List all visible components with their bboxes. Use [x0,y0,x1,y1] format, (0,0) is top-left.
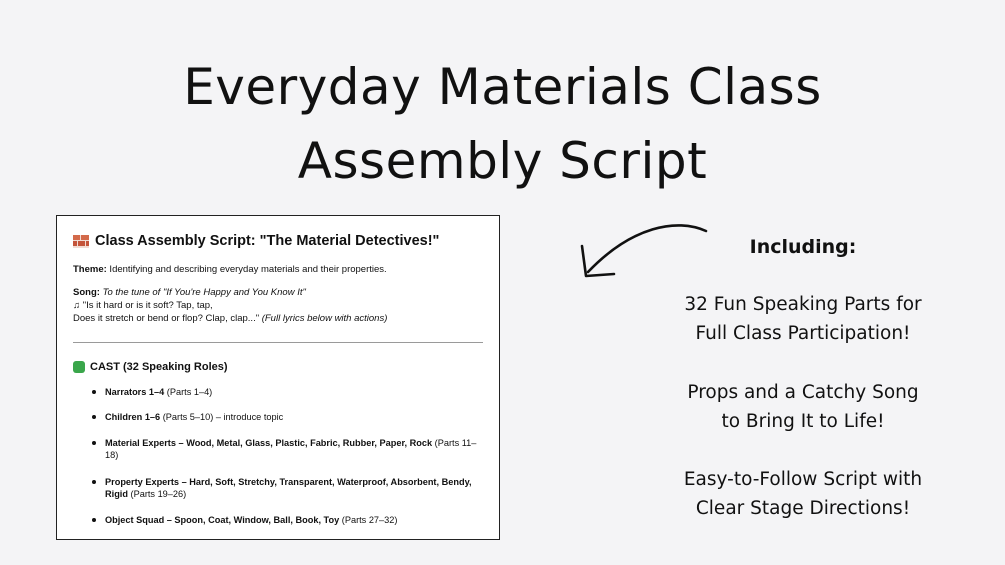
song-lyric-1: ♫ "Is it hard or is it soft? Tap, tap, [73,300,213,311]
document-heading [73,233,439,249]
feature-speaking-parts [660,290,946,348]
divider [73,342,483,343]
song-label: Song: [73,287,100,298]
puzzle-icon [73,361,85,373]
theme-text: Identifying and describing everyday materials and their properties. [106,264,387,275]
cast-item [105,386,485,398]
cast-heading-text: CAST (32 Speaking Roles) [90,361,228,373]
cast-item-name: Property Experts – Hard, Soft, Stretchy, Transparent, Waterproof, Absorbent, Bendy, Rigid [105,477,472,499]
document-heading-text: Class Assembly Script: "The Material Detectives!" [95,233,440,249]
song-tune: To the tune of "If You're Happy and You Know It" [102,287,306,298]
cast-item-parts: (Parts 11–18) [105,438,477,460]
theme-line [73,263,387,276]
cast-item [105,514,485,526]
feature-line: to Bring It to Life! [721,411,885,432]
song-line [73,286,306,299]
cast-item [105,437,485,461]
cast-item [105,476,485,500]
feature-line: Easy-to-Follow Script with [683,469,923,490]
cast-item-parts: (Parts 1–4) [164,387,213,397]
cast-item-parts: (Parts 27–32) [339,515,398,525]
including-heading: Including: [749,236,857,258]
feature-props-song [660,378,946,436]
title-line-2: Assembly Script [297,132,708,190]
song-lyric-2: Does it stretch or bend or flop? Clap, clap..." [73,313,260,324]
cast-item-name: Material Experts – Wood, Metal, Glass, Plastic, Fabric, Rubber, Paper, Rock [105,438,433,448]
title-line-1: Everyday Materials Class [183,58,822,116]
feature-line: Clear Stage Directions! [695,498,911,519]
feature-stage-directions [660,465,946,523]
script-preview [56,215,500,540]
feature-line: Props and a Catchy Song [687,382,919,403]
cast-item-name: Object Squad – Spoon, Coat, Window, Ball, Book, Toy [105,515,340,525]
cast-heading [73,361,228,373]
feature-line: Full Class Participation! [695,323,911,344]
cast-item-name: Narrators 1–4 [105,387,165,397]
theme-label: Theme: [73,264,107,275]
song-note: (Full lyrics below with actions) [261,313,388,324]
page-title [0,50,1005,198]
cast-item-parts: (Parts 19–26) [127,489,187,499]
song-lyric-2-row [73,312,387,325]
cast-item [105,411,485,423]
cast-item-parts: (Parts 5–10) – introduce topic [160,412,284,422]
brick-icon [73,235,89,248]
feature-line: 32 Fun Speaking Parts for [684,294,922,315]
cast-item-name: Children 1–6 [105,412,161,422]
